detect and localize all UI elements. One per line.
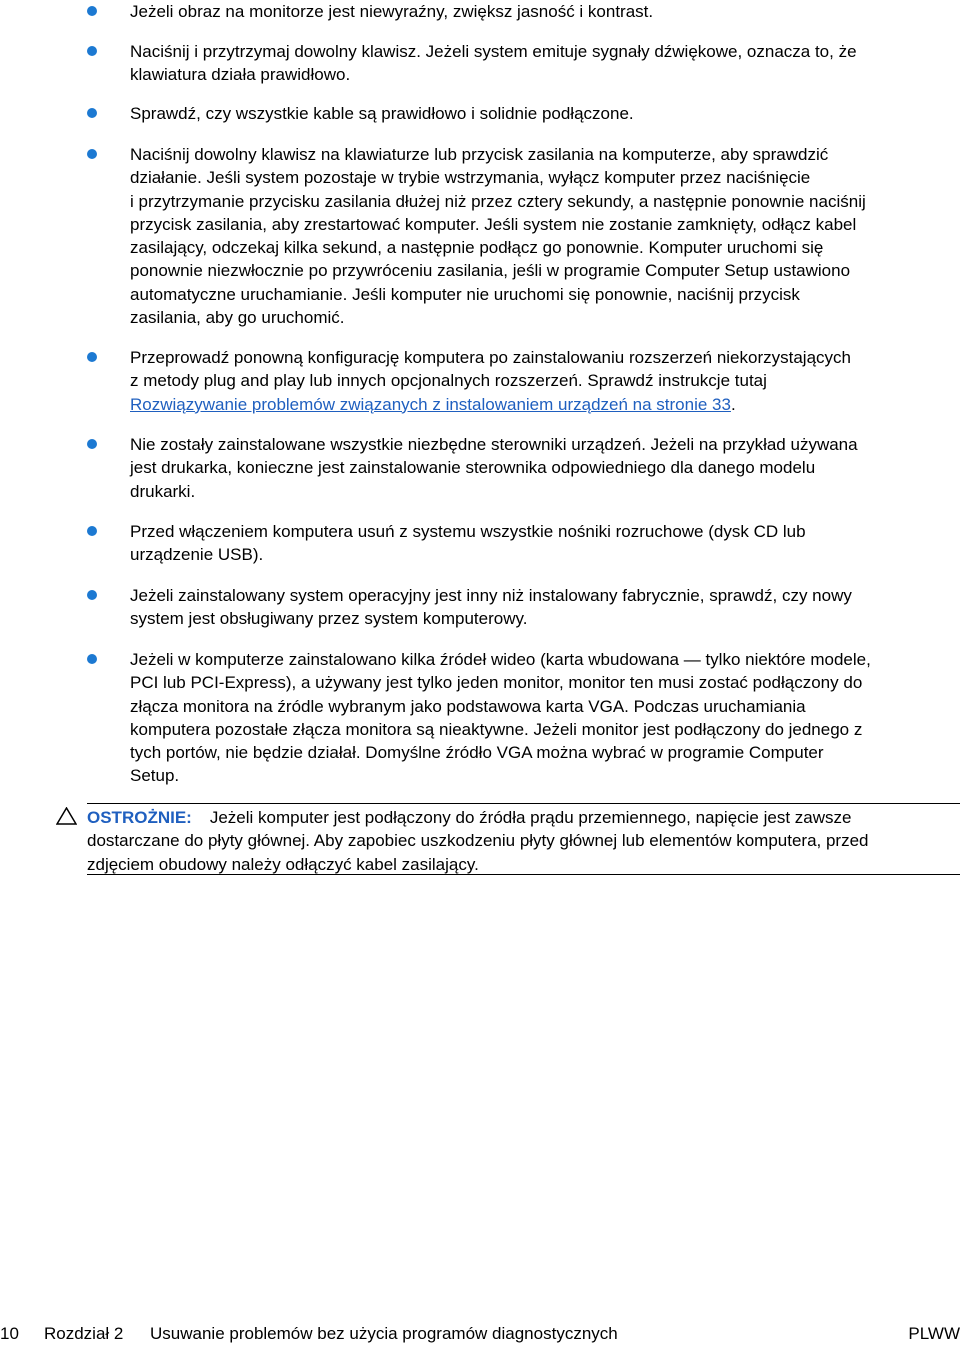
list-item-text: Jeżeli obraz na monitorze jest niewyraźny, zwiększ jasność i kontrast.	[130, 2, 654, 21]
caution-bottom-rule	[87, 874, 960, 875]
list-item	[130, 648, 960, 788]
list-item	[130, 40, 960, 87]
bullet-icon	[87, 439, 97, 449]
list-item	[130, 346, 960, 416]
bullet-icon	[87, 108, 97, 118]
list-item-text: Naciśnij dowolny klawisz na klawiaturze lub przycisk zasilania na komputerze, aby sprawdzić działanie. Jeśli system pozostaje w trybie wstrzymania, wyłącz komputer przez naciśnięcie i przytrzymanie przycisku zasilania dłużej niż przez cztery sekundy, a następnie ponownie naciśnij przycisk zasilania, aby zrestartować komputer. Jeśli system nie zostanie zamknięty, odłącz kabel zasilający, odczekaj kilka sekund, a następnie podłącz go ponownie. Komputer uruchomi się ponownie niezwłocznie po przywróceniu zasilania, jeśli w programie Computer Setup ustawiono automatyczne uruchamianie. Jeśli komputer nie uruchomi się ponownie, naciśnij przycisk zasilania, aby go uruchomić.	[130, 145, 866, 328]
warning-triangle-icon	[56, 807, 77, 825]
list-item	[130, 102, 960, 125]
list-item-text: Nie zostały zainstalowane wszystkie niezbędne sterowniki urządzeń. Jeżeli na przykład używana jest drukarka, konieczne jest zainstalowanie sterownika odpowiedniego dla danego modelu drukarki.	[130, 435, 858, 501]
bullet-icon	[87, 590, 97, 600]
troubleshooting-link[interactable]: Rozwiązywanie problemów związanych z instalowaniem urządzeń na stronie 33	[130, 394, 731, 414]
chapter-title: Usuwanie problemów bez użycia programów diagnostycznych	[150, 1324, 618, 1343]
list-item	[130, 0, 960, 23]
bullet-icon	[87, 654, 97, 664]
bullet-icon	[87, 6, 97, 16]
list-item	[130, 143, 960, 329]
list-item-text: Jeżeli w komputerze zainstalowano kilka źródeł wideo (karta wbudowana — tylko niektóre modele, PCI lub PCI-Express), a używany jest tylko jeden monitor, monitor ten musi zostać podłączony do złącza monitora na źródle wybranym jako podstawowa karta VGA. Podczas uruchamiania komputera pozostałe złącza monitora są nieaktywne. Jeżeli monitor jest podłączony do jednego z tych portów, nie będzie działał. Domyślne źródło VGA można wybrać w programie Computer Setup.	[130, 650, 871, 786]
list-item-text	[130, 346, 960, 416]
list-item-text-end: .	[730, 394, 736, 414]
list-item-text: Jeżeli zainstalowany system operacyjny jest inny niż instalowany fabrycznie, sprawdź, czy nowy system jest obsługiwany przez system komputerowy.	[130, 586, 852, 629]
document-code: PLWW	[908, 1324, 960, 1343]
bullet-icon	[87, 352, 97, 362]
bullet-icon	[87, 526, 97, 536]
chapter-label: Rozdział 2	[44, 1324, 124, 1343]
caution-label: OSTROŻNIE:	[87, 808, 192, 827]
caution-note	[56, 803, 960, 875]
bullet-icon	[87, 149, 97, 159]
list-item	[130, 584, 960, 631]
page-number: 10	[0, 1324, 19, 1343]
caution-text	[87, 806, 960, 876]
list-item-text-lead: Przeprowadź ponowną konfigurację komputera po zainstalowaniu rozszerzeń niekorzystających z metody plug and play lub innych opcjonalnych rozszerzeń. Sprawdź instrukcje tutaj	[130, 348, 851, 391]
caution-top-rule	[87, 803, 960, 804]
list-item-text: Przed włączeniem komputera usuń z systemu wszystkie nośniki rozruchowe (dysk CD lub urządzenie USB).	[130, 522, 806, 565]
list-item	[130, 520, 960, 567]
list-item-text: Naciśnij i przytrzymaj dowolny klawisz. Jeżeli system emituje sygnały dźwiękowe, oznacza to, że klawiatura działa prawidłowo.	[130, 42, 857, 85]
caution-message: Jeżeli komputer jest podłączony do źródła prądu przemiennego, napięcie jest zawsze dostarczane do płyty głównej. Aby zapobiec uszkodzeniu płyty głównej lub elementów komputera, przed zdjęciem obudowy należy odłączyć kabel zasilający.	[87, 808, 869, 874]
page-footer	[0, 1323, 960, 1345]
bullet-icon	[87, 46, 97, 56]
list-item-text: Sprawdź, czy wszystkie kable są prawidłowo i solidnie podłączone.	[130, 104, 634, 123]
list-item	[130, 433, 960, 503]
